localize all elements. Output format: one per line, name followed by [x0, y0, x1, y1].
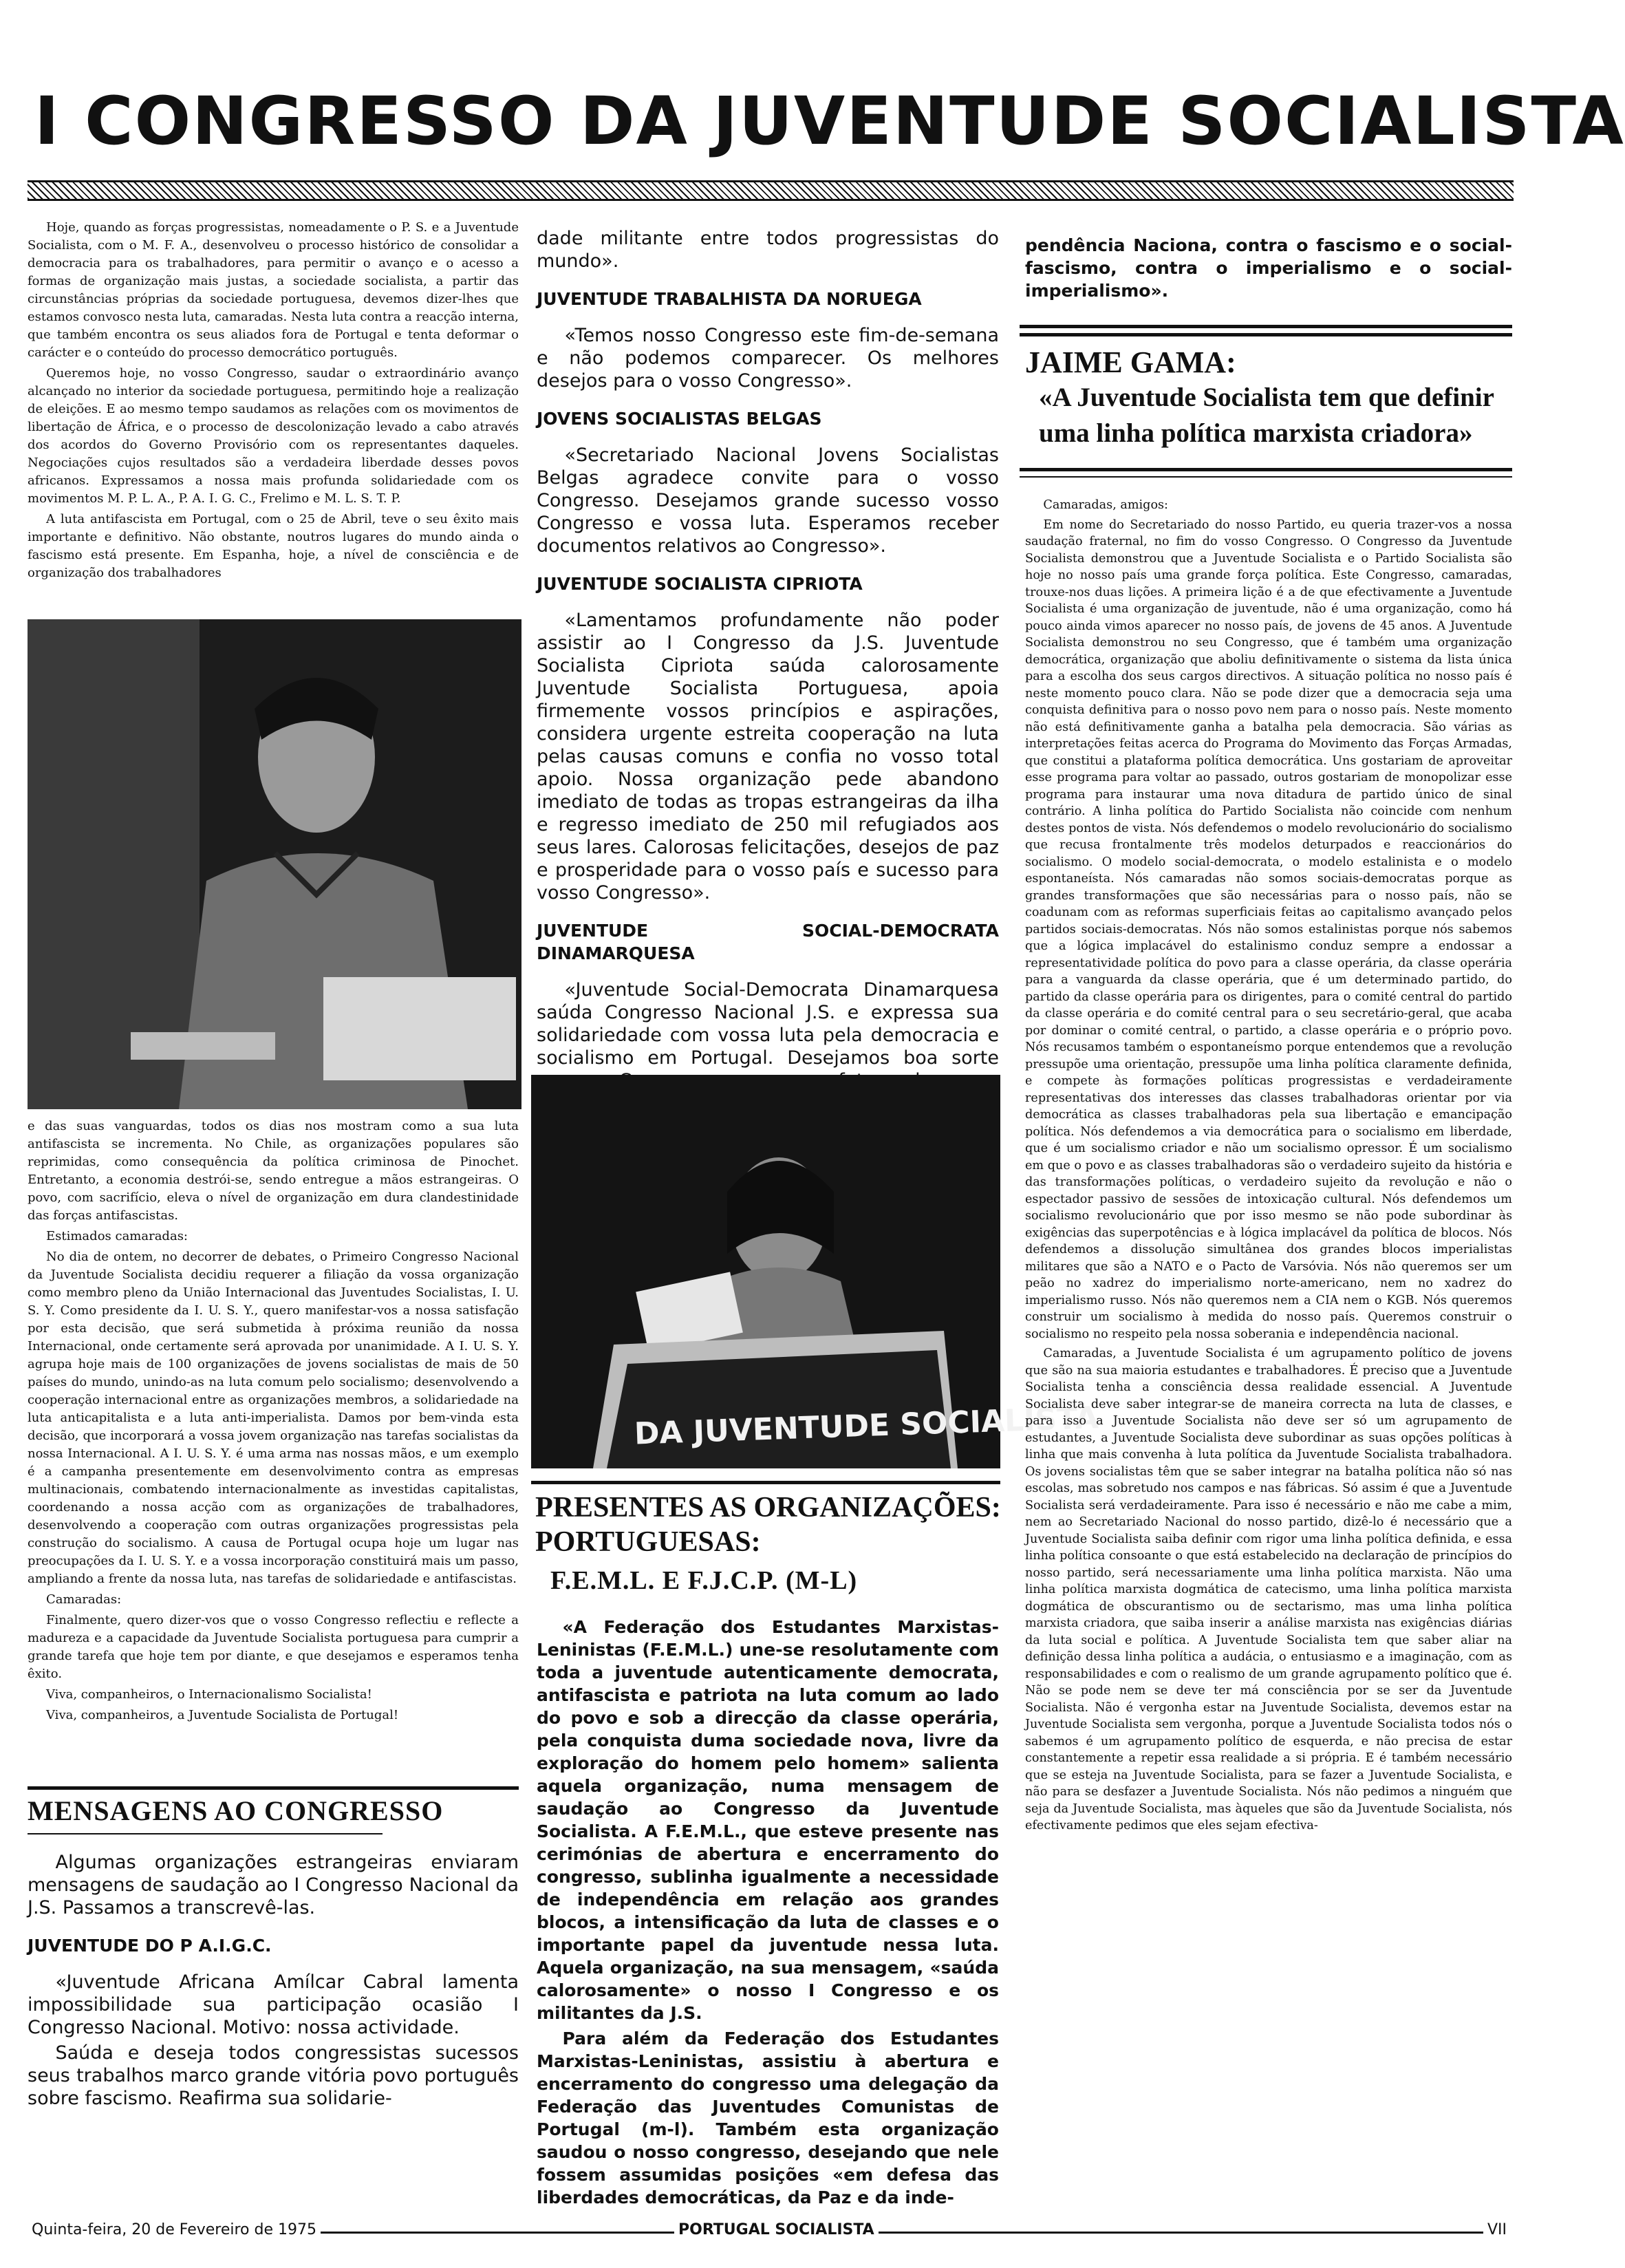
headline: I CONGRESSO DA JUVENTUDE SOCIALISTA — [34, 83, 1625, 160]
paigc-heading: JUVENTUDE DO P A.I.G.C. — [28, 1936, 272, 1956]
gama-rule-bottom — [1020, 468, 1512, 471]
column-1-bottom — [28, 1117, 519, 1727]
dinamarquesa-text: «Juventude Social-Democrata Dinamarquesa saúda Congresso Nacional J.S. e expressa sua solidariedade com vossa luta pela democracia e socialismo em Portugal. Desejamos boa sorte — [537, 979, 999, 1069]
norway-text: «Temos nosso Congresso este fim-de-semana e não podemos comparecer. Os melhores desejos para o vosso Congresso». — [537, 325, 999, 392]
col1-paragraph: Finalmente, quero dizer-vos que o vosso Congresso reflectiu e reflecte a madureza e a capacidade da Juventude Socialista portuguesa para cumprir a grande tarefa que hoje tem por diante, e que desejamos e esperamos tenha êxito. — [28, 1613, 519, 1681]
column-2-messages — [537, 227, 999, 1117]
belgas-heading: JOVENS SOCIALISTAS BELGAS — [537, 409, 822, 429]
belgas-text: «Secretariado Nacional Jovens Socialistas Belgas agradece convite para o vosso Congresso. Desejamos grande sucesso vosso Congresso e vossa luta. Esperamos receber documentos relativos ao Congresso». — [537, 445, 999, 557]
mensagens-underline — [28, 1833, 383, 1834]
podium-banner-text: DA JUVENTUDE SOCIALISTA — [634, 1400, 1099, 1452]
gama-name: JAIME GAMA: — [1025, 345, 1236, 379]
hatched-divider — [28, 180, 1514, 201]
col1-paragraph: No dia de ontem, no decorrer de debates, o Primeiro Congresso Nacional da Juventude Socialista decidiu requerer a filiação da vossa organização como membro pleno da União Internacional das Juventudes Socialistas, I. U. S. Y. Como presidente da I. U. S. Y., quero manifestar-vos a nossa satisfação por esta decisão, que será submetida à próxima reunião da nossa Internacional, onde certamente será aprovada por unanimidade. A I. U. S. Y. agrupa hoje mais de 100 organizações de jovens socialistas de mais de 50 países do mundo, unindo-as na luta comum pelo socialismo; desenvolvendo a cooperação internacional entre as organizações membros, a solidariedade na luta anticapitalista e a luta anti-imperialista. Damos por bem-vinda esta decisão, que incorporará a vossa jovem organização nas tarefas socialistas da nossa Internacional. A I. U. S. Y. é uma arma nas nossas mãos, e um exemplo é a campanha presentemente em desenvolvimento contra as empresas multinacionais, combatendo internacionalmente as investidas capitalistas, coordenando a nossa acção com as organizações de trabalhadores, desenvolvendo a cooperação com outras organizações progressistas pela construção do socialismo. A causa de Portugal ocupa hoje um lugar nas preocupações da I. U. S. Y. e a vossa incorporação constituirá mais um passo, ampliando a frente da nossa luta, nas tarefas de solidariedade e antifascistas. — [28, 1250, 519, 1586]
page-footer — [28, 2220, 1511, 2243]
paigc-text: Saúda e deseja todos congressistas sucessos seus trabalhos marco grande vitória povo português sobre fascismo. Reafirma sua solidarie- — [28, 2042, 519, 2109]
col1-paragraph: Viva, companheiros, o Internacionalismo Socialista! — [46, 1687, 372, 1702]
col1-paragraph: A luta antifascista em Portugal, com o 25 de Abril, teve o seu êxito mais importante e definitivo. Não obstante, noutros lugares do mundo ainda o fascismo está presente. Em Espanha, hoje, a nível de consciência e de organização dos trabalhadores — [28, 512, 519, 580]
gama-quote: «A Juventude Socialista tem que definir uma linha política marxista criadora» — [1039, 383, 1494, 448]
feml-paragraph: Para além da Federação dos Estudantes Marxistas-Leninistas, assistiu à abertura e encerramento do congresso uma delegação da Federação das Juventudes Comunistas de Portugal (m-l). Também esta organização saudou o nosso congresso, desejando que nele fossem assumidas posições «em defesa das liberdades democráticas, da Paz e da inde- — [537, 2029, 999, 2207]
col1-paragraph: Queremos hoje, no vosso Congresso, saudar o extraordinário avanço alcançado no interior da sociedade portuguesa, permitindo hoje a realização de eleições. E ao mesmo tempo saudamos as relações com os movimentos de libertação de África, e o processo de descolonização levado a cabo através dos acordos do Governo Provisório com os representantes daqueles. Negociações cujos resultados são a verdadeira liberdade desses povos africanos. Expressamos a nossa mais profunda solidariedade com os movimentos M. P. L. A., P. A. I. G. C., Frelimo e M. L. S. T. P. — [28, 366, 519, 506]
presentes-subtitle: F.E.M.L. E F.J.C.P. (M-L) — [550, 1566, 858, 1595]
presentes-title-2: PORTUGUESAS: — [535, 1526, 761, 1558]
gama-rule-top — [1020, 325, 1512, 328]
gama-rule-top-2 — [1020, 333, 1512, 336]
photo-speaker-podium — [531, 1075, 1099, 1468]
dinamarquesa-heading: JUVENTUDE SOCIAL-DEMOCRATA DINAMARQUESA — [537, 921, 999, 963]
fjcp-continuation-block — [1025, 234, 1512, 305]
presentes-rule — [531, 1481, 1000, 1484]
cipriota-heading: JUVENTUDE SOCIALISTA CIPRIOTA — [537, 574, 863, 594]
paigc-text: «Juventude Africana Amílcar Cabral lamenta impossibilidade sua participação ocasião I Congresso Nacional. Motivo: nossa actividade. — [28, 1971, 519, 2038]
cipriota-text: «Lamentamos profundamente não poder assistir ao I Congresso da J.S. Juventude Socialista Cipriota saúda calorosamente Juventude Socialista Portuguesa, apoia firmemente vossos princípios e aspirações, considera urgente estreita cooperação na luta pelas causas comuns e confia no vosso total apoio. Nossa organização pede abandono imediato de todas as tropas estrangeiras da ilha e regresso imediato de 250 mil refugiados aos seus lares. Calorosas felicitações, desejos de paz e prosperidade para o vosso país e sucesso para vosso Congresso». — [537, 610, 999, 903]
podium-photo-drawing — [531, 1075, 1099, 1468]
gama-speech — [1025, 497, 1512, 1837]
mensagens-block — [28, 1851, 519, 2112]
photo-speaker-left — [28, 619, 521, 1109]
mensagens-title: MENSAGENS AO CONGRESSO — [28, 1795, 444, 1826]
col1-paragraph: Camaradas: — [46, 1592, 122, 1607]
gama-paragraph: Em nome do Secretariado do nosso Partido, eu queria trazer-vos a nossa saudação fraternal, no fim do vosso Congresso. O Congresso da Juventude Socialista demonstrou que a Juventude Socialista e o Partido Socialista são hoje no nosso país uma grande força política. Este Congresso, camaradas, trouxe-nos duas lições. A primeira lição é a de que efectivamente a Juventude Socialista é uma organização de juventude, não é uma organização, como há pouco ainda vimos aparecer no nosso país, de jovens de 45 anos. A Juventude Socialista demonstrou no seu Congresso, que é também uma organização democrática, organização que aboliu definitivamente o sistema da lista única para a escolha dos seus cargos directivos. A situação política no nosso país é neste momento pouco clara. Não se pode dizer que a democracia seja uma conquista definitiva para o nosso povo nem para o nosso país. Neste momento não está definitivamente ganha a batalha pela democracia. São várias as interpretações feitas acerca do Programa do Movimento das Forças Armadas, que constitui a plataforma política democrática. Uns gostariam de aproveitar esse programa para voltar ao passado, outros gostariam de monopolizar esse programa para instaurar uma nova ditadura de partido único de sinal contrário. A linha política do Partido Socialista não coincide com nenhum destes pontos de vista. Nós defendemos o modelo revolucionário do socialismo que recusa frontalmente três modelos deturpados e reaccionários do socialismo. O modelo social-democrata, o modelo estalinista e o modelo espontaneísta. Nós camaradas não somos sociais-democratas porque as grandes transformações que são necessárias para o nosso país, não se coadunam com as reformas superficiais feitas ao capitalismo avançado pelos partidos sociais-democratas. Nós não somos estalinistas porque nós sabemos que a lógica implacável do estalinismo conduz sempre a endossar a representatividade política do povo para a classe operária, da classe operária para a vanguarda da classe operária, que é um determinado partido, do partido da classe operária para os dirigentes, para o comité central do partido da classe operária e do comité central para o seu secretário-geral, que acaba por dominar o comité central, o partido, a classe operária e o próprio povo. Nós recusamos também o espontaneísmo porque entendemos que a revolução pressupõe uma orientação, pressupõe uma linha política claramente definida, e compete às formações políticas progressistas e verdadeiramente representativas dos interesses das classes trabalhadoras orientar por via democrática as classes trabalhadoras pela sua libertação e emancipação política. Nós defendemos a via democrática para o socialismo em liberdade, que é um socialismo criador e não um socialismo opressor. É um socialismo em que o povo e as classes trabalhadoras são o verdadeiro sujeito da história e das transformações políticas, o verdadeiro sujeito da revolução e não o espectador passivo de sessões de intoxicação cultural. Nós defendemos um socialismo revolucionário que por isso mesmo se não pode subordinar às exigências das superpotências e à lógica implacável da política de blocos. Nós defendemos a dissolução simultânea dos grandes blocos imperialistas militares que são a NATO e o Pacto de Varsóvia. Nós não queremos ser um peão no xadrez do imperialismo norte-americano, nem no xadrez do imperialismo russo. Nós não queremos nem a CIA nem o KGB. Nós queremos construir um socialismo à medida do nosso país. Queremos construir o socialismo no respeito pela nossa soberania e independência nacional. — [1025, 517, 1512, 1341]
footer-page-number: VII — [1483, 2221, 1511, 2238]
col1-paragraph: Estimados camaradas: — [46, 1229, 188, 1243]
column-1-top — [28, 219, 519, 585]
paigc-continuation: dade militante entre todos progressistas do mundo». — [537, 228, 999, 272]
presentes-title-1: PRESENTES AS ORGANIZAÇÕES: — [535, 1492, 1001, 1523]
col1-paragraph: Viva, companheiros, a Juventude Socialista de Portugal! — [46, 1708, 399, 1722]
mensagens-intro: Algumas organizações estrangeiras enviaram mensagens de saudação ao I Congresso Nacional da J.S. Passamos a transcrevê-las. — [28, 1852, 519, 1918]
col1-paragraph: e das suas vanguardas, todos os dias nos mostram como a sua luta antifascista se incrementa. No Chile, as organizações populares são reprimidas, como consequência da política criminosa de Pinochet. Entretanto, a economia destrói-se, sendo entregue a mãos estrangeiras. O povo, com sacrifício, eleva o nível de organização em dura clandestinidade das forças antifascistas. — [28, 1119, 519, 1223]
gama-rule-bottom-2 — [1020, 476, 1512, 478]
feml-paragraph: «A Federação dos Estudantes Marxistas-Leninistas (F.E.M.L.) une-se resolutamente com toda a juventude autenticamente democrata, antifascista e patriota na luta comum ao lado do povo e sob a direcção da classe operária, pela conquista duma sociedade nova, livre da exploração do homem pelo homem» salienta aquela organização, numa mensagem de saudação ao Congresso da Juventude Socialista. A F.E.M.L., que esteve presente nas cerimónias de abertura e encerramento do congresso, sublinha igualmente a necessidade de independência em relação aos grandes blocos, a intensificação da luta de classes e o importante papel da juventude nessa luta. Aquela organização, na sua mensagem, «saúda calorosamente» o nosso I Congresso e os militantes da J.S. — [537, 1617, 999, 2023]
col1-paragraph: Hoje, quando as forças progressistas, nomeadamente o P. S. e a Juventude Socialista, com o M. F. A., desenvolveu o processo histórico de consolidar a democracia para os trabalhadores, para permitir o avanço e o acesso a formas de organização mais justas, a sociedade socialista, a partir das circunstâncias próprias da sociedade portuguesa, devemos dizer-lhes que estamos convosco nesta luta, camaradas. Nesta luta contra a reacção interna, que também encontra os seus aliados fora de Portugal e tenta deformar o carácter e o conteúdo do processo democrático português. — [28, 220, 519, 360]
norway-heading: JUVENTUDE TRABALHISTA DA NORUEGA — [537, 289, 922, 309]
mensagens-rule — [28, 1786, 519, 1790]
feml-block — [537, 1616, 999, 2212]
gama-paragraph: Camaradas, amigos: — [1043, 498, 1168, 512]
gama-paragraph: Camaradas, a Juventude Socialista é um agrupamento político de jovens que são na sua maioria estudantes e trabalhadores. É preciso que a Juventude Socialista tenha a consciência dessa realidade essencial. A Juventude Socialista deve saber integrar-se de maneira correcta na luta de classes, e para isso a Juventude Socialista não deve ser só um agrupamento de estudantes, a Juventude Socialista deve subordinar as suas opções políticas à linha que mais convenha à luta política da Juventude Socialista trabalhadora. Os jovens socialistas têm que se saber integrar na batalha política não só nas escolas, mas sobretudo nos campos e nas fábricas. Só assim é que a Juventude Socialista será verdadeiramente. Para isso é necessário e não me cabe a mim, nem ao Secretariado Nacional do nosso partido, dizê-lo é necessário que a Juventude Socialista saiba definir com rigor uma linha política definida, e essa linha política consoante o que está estabelecido na declaração de princípios do nosso partido, será necessariamente uma linha política marxista. Não uma linha política marxista dogmática de catecismo, uma linha política marxista dogmática de obscurantismo ou de sectarismo, mas uma linha política marxista criadora, que saiba inserir a análise marxista nas exigências diárias da luta social e política. A Juventude Socialista tem que saber aliar na definição dessa linha política a audácia, o entusiasmo e a imaginação, com as responsabilidades e com o realismo de um grande agrupamento político que é. Não se pode nem se deve ter má consciência por se ser da Juventude Socialista. Não é vergonha estar na Juventude Socialista, devemos estar na Juventude Socialista sem vergonha, porque a Juventude Socialista todos nós o sabemos é um agrupamento político de esquerda, e não precisa de estar constantemente a repetir essa realidade a si própria. E é também necessário que se esteja na Juventude Socialista, para se fazer a Juventude Socialista, e não para se desfazer a Juventude Socialista. Nós não pedimos a ninguém que seja da Juventude Socialista, mas àqueles que são da Juventude Socialista, nós efectivamente pedimos que eles sejam efectiva- — [1025, 1347, 1512, 1832]
fjcp-continuation: pendência Naciona, contra o fascismo e o social-fascismo, contra o imperialismo e o social-imperialismo». — [1025, 235, 1512, 301]
speaker-photo-drawing — [28, 619, 521, 1109]
footer-publication: PORTUGAL SOCIALISTA — [674, 2221, 879, 2238]
footer-date: Quinta-feira, 20 de Fevereiro de 1975 — [28, 2221, 321, 2238]
